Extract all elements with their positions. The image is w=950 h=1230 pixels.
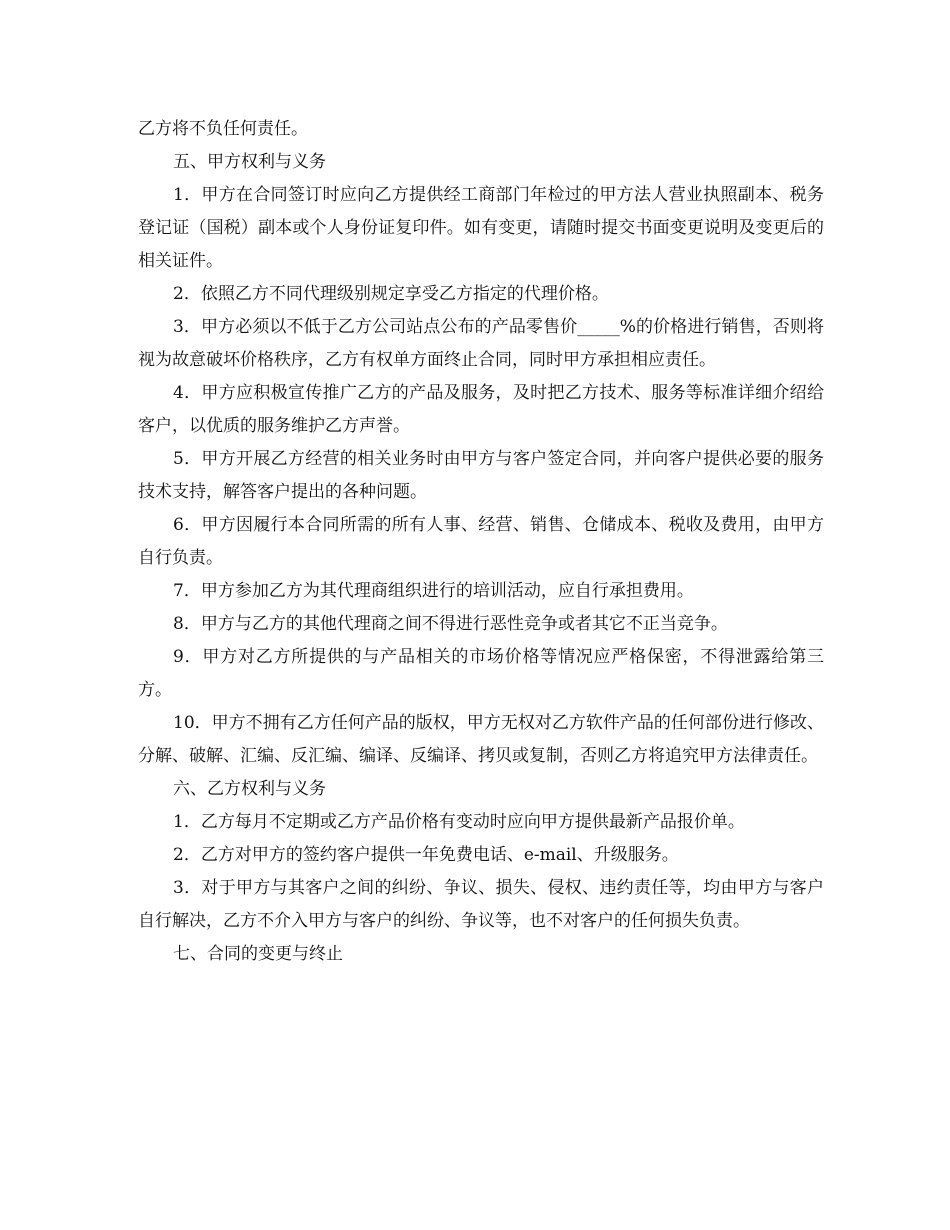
clause-a-7: 7．甲方参加乙方为其代理商组织进行的培训活动，应自行承担费用。 bbox=[173, 581, 694, 601]
section-heading-contract-change: 七、合同的变更与终止 bbox=[173, 944, 343, 964]
section-heading-party-a-rights: 五、甲方权利与义务 bbox=[173, 152, 326, 172]
clause-a-10: 10．甲方不拥有乙方任何产品的版权，甲方无权对乙方软件产品的任何部份进行修改、分解、破解、汇编、反汇编、编译、反编译、拷贝或复制，否则乙方将追究甲方法律责任。 bbox=[138, 713, 824, 766]
clause-a-4: 4．甲方应积极宣传推广乙方的产品及服务，及时把乙方技术、服务等标准详细介绍给客户，以优质的服务维护乙方声誉。 bbox=[138, 383, 824, 436]
clause-a-5: 5．甲方开展乙方经营的相关业务时由甲方与客户签定合同，并向客户提供必要的服务技术支持，解答客户提出的各种问题。 bbox=[138, 449, 824, 502]
clause-a-2: 2．依照乙方不同代理级别规定享受乙方指定的代理价格。 bbox=[173, 284, 609, 304]
clause-a-8: 8．甲方与乙方的其他代理商之间不得进行恶性竞争或者其它不正当竞争。 bbox=[173, 614, 728, 634]
clause-a-9: 9．甲方对乙方所提供的与产品相关的市场价格等情况应严格保密，不得泄露给第三方。 bbox=[138, 647, 824, 700]
paragraph-continuation: 乙方将不负任何责任。 bbox=[138, 119, 308, 139]
section-heading-party-b-rights: 六、乙方权利与义务 bbox=[173, 779, 326, 799]
document-body bbox=[138, 113, 824, 971]
clause-a-6: 6．甲方因履行本合同所需的所有人事、经营、销售、仓储成本、税收及费用，由甲方自行负责。 bbox=[138, 515, 824, 568]
clause-a-3: 3．甲方必须以不低于乙方公司站点公布的产品零售价_____%的价格进行销售，否则将视为故意破坏价格秩序，乙方有权单方面终止合同，同时甲方承担相应责任。 bbox=[138, 317, 824, 370]
clause-a-1: 1．甲方在合同签订时应向乙方提供经工商部门年检过的甲方法人营业执照副本、税务登记证（国税）副本或个人身份证复印件。如有变更，请随时提交书面变更说明及变更后的相关证件。 bbox=[138, 185, 824, 271]
clause-b-1: 1．乙方每月不定期或乙方产品价格有变动时应向甲方提供最新产品报价单。 bbox=[173, 812, 745, 832]
clause-b-2: 2．乙方对甲方的签约客户提供一年免费电话、e-mail、升级服务。 bbox=[173, 845, 679, 865]
clause-b-3: 3．对于甲方与其客户之间的纠纷、争议、损失、侵权、违约责任等，均由甲方与客户自行解决，乙方不介入甲方与客户的纠纷、争议等，也不对客户的任何损失负责。 bbox=[138, 878, 824, 931]
